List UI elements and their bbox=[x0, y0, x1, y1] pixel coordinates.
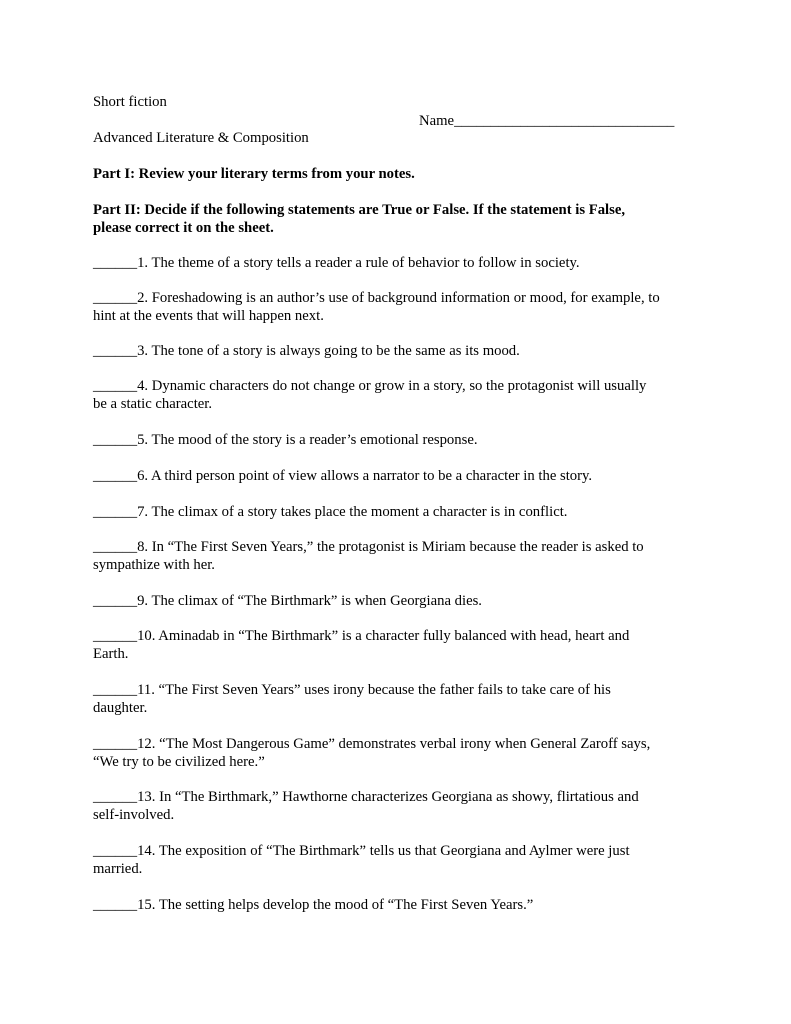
question-item-6 bbox=[93, 467, 703, 485]
question-item-1 bbox=[93, 254, 703, 272]
question-text: ______10. Aminadab in “The Birthmark” is a character fully balanced with head, heart and bbox=[93, 628, 630, 644]
question-text: ______13. In “The Birthmark,” Hawthorne characterizes Georgiana as showy, flirtatious and bbox=[93, 789, 639, 805]
name-field-line: Name______________________________ bbox=[419, 113, 675, 129]
question-item-7 bbox=[93, 503, 703, 521]
question-text: ______1. The theme of a story tells a reader a rule of behavior to follow in society. bbox=[93, 255, 580, 271]
question-item-4 bbox=[93, 377, 703, 413]
question-text-continued: hint at the events that will happen next. bbox=[93, 308, 324, 324]
course-title: Short fiction bbox=[93, 94, 167, 110]
question-text: ______11. “The First Seven Years” uses irony because the father fails to take care of his bbox=[93, 682, 611, 698]
question-item-9 bbox=[93, 592, 703, 610]
part2-heading-line2: please correct it on the sheet. bbox=[93, 220, 274, 236]
part1-heading: Part I: Review your literary terms from your notes. bbox=[93, 166, 415, 182]
question-text-continued: married. bbox=[93, 861, 143, 877]
question-text: ______7. The climax of a story takes place the moment a character is in conflict. bbox=[93, 504, 568, 520]
question-item-12 bbox=[93, 735, 703, 771]
question-text: ______14. The exposition of “The Birthmark” tells us that Georgiana and Aylmer were just bbox=[93, 843, 630, 859]
question-item-2 bbox=[93, 289, 703, 325]
question-item-14 bbox=[93, 842, 703, 878]
question-text: ______6. A third person point of view allows a narrator to be a character in the story. bbox=[93, 468, 593, 484]
question-text-continued: be a static character. bbox=[93, 396, 213, 412]
question-text: ______12. “The Most Dangerous Game” demonstrates verbal irony when General Zaroff says, bbox=[93, 736, 651, 752]
question-text: ______8. In “The First Seven Years,” the protagonist is Miriam because the reader is asked to bbox=[93, 539, 644, 555]
part2-heading-line1: Part II: Decide if the following statements are True or False. If the statement is False, bbox=[93, 202, 626, 218]
question-item-11 bbox=[93, 681, 703, 717]
question-text: ______2. Foreshadowing is an author’s use of background information or mood, for example, to bbox=[93, 290, 660, 306]
question-text: ______4. Dynamic characters do not change or grow in a story, so the protagonist will usually bbox=[93, 378, 647, 394]
question-item-15 bbox=[93, 896, 703, 914]
question-text-continued: self-involved. bbox=[93, 807, 175, 823]
question-item-3 bbox=[93, 342, 703, 360]
question-item-13 bbox=[93, 788, 703, 824]
question-text-continued: Earth. bbox=[93, 646, 129, 662]
question-item-5 bbox=[93, 431, 703, 449]
class-name: Advanced Literature & Composition bbox=[93, 130, 309, 146]
question-item-10 bbox=[93, 627, 703, 663]
question-text: ______9. The climax of “The Birthmark” is when Georgiana dies. bbox=[93, 593, 482, 609]
question-text-continued: sympathize with her. bbox=[93, 557, 215, 573]
question-text: ______3. The tone of a story is always going to be the same as its mood. bbox=[93, 343, 520, 359]
question-text-continued: daughter. bbox=[93, 700, 148, 716]
question-item-8 bbox=[93, 538, 703, 574]
question-text: ______15. The setting helps develop the mood of “The First Seven Years.” bbox=[93, 897, 534, 913]
question-text: ______5. The mood of the story is a reader’s emotional response. bbox=[93, 432, 478, 448]
question-text-continued: “We try to be civilized here.” bbox=[93, 754, 265, 770]
